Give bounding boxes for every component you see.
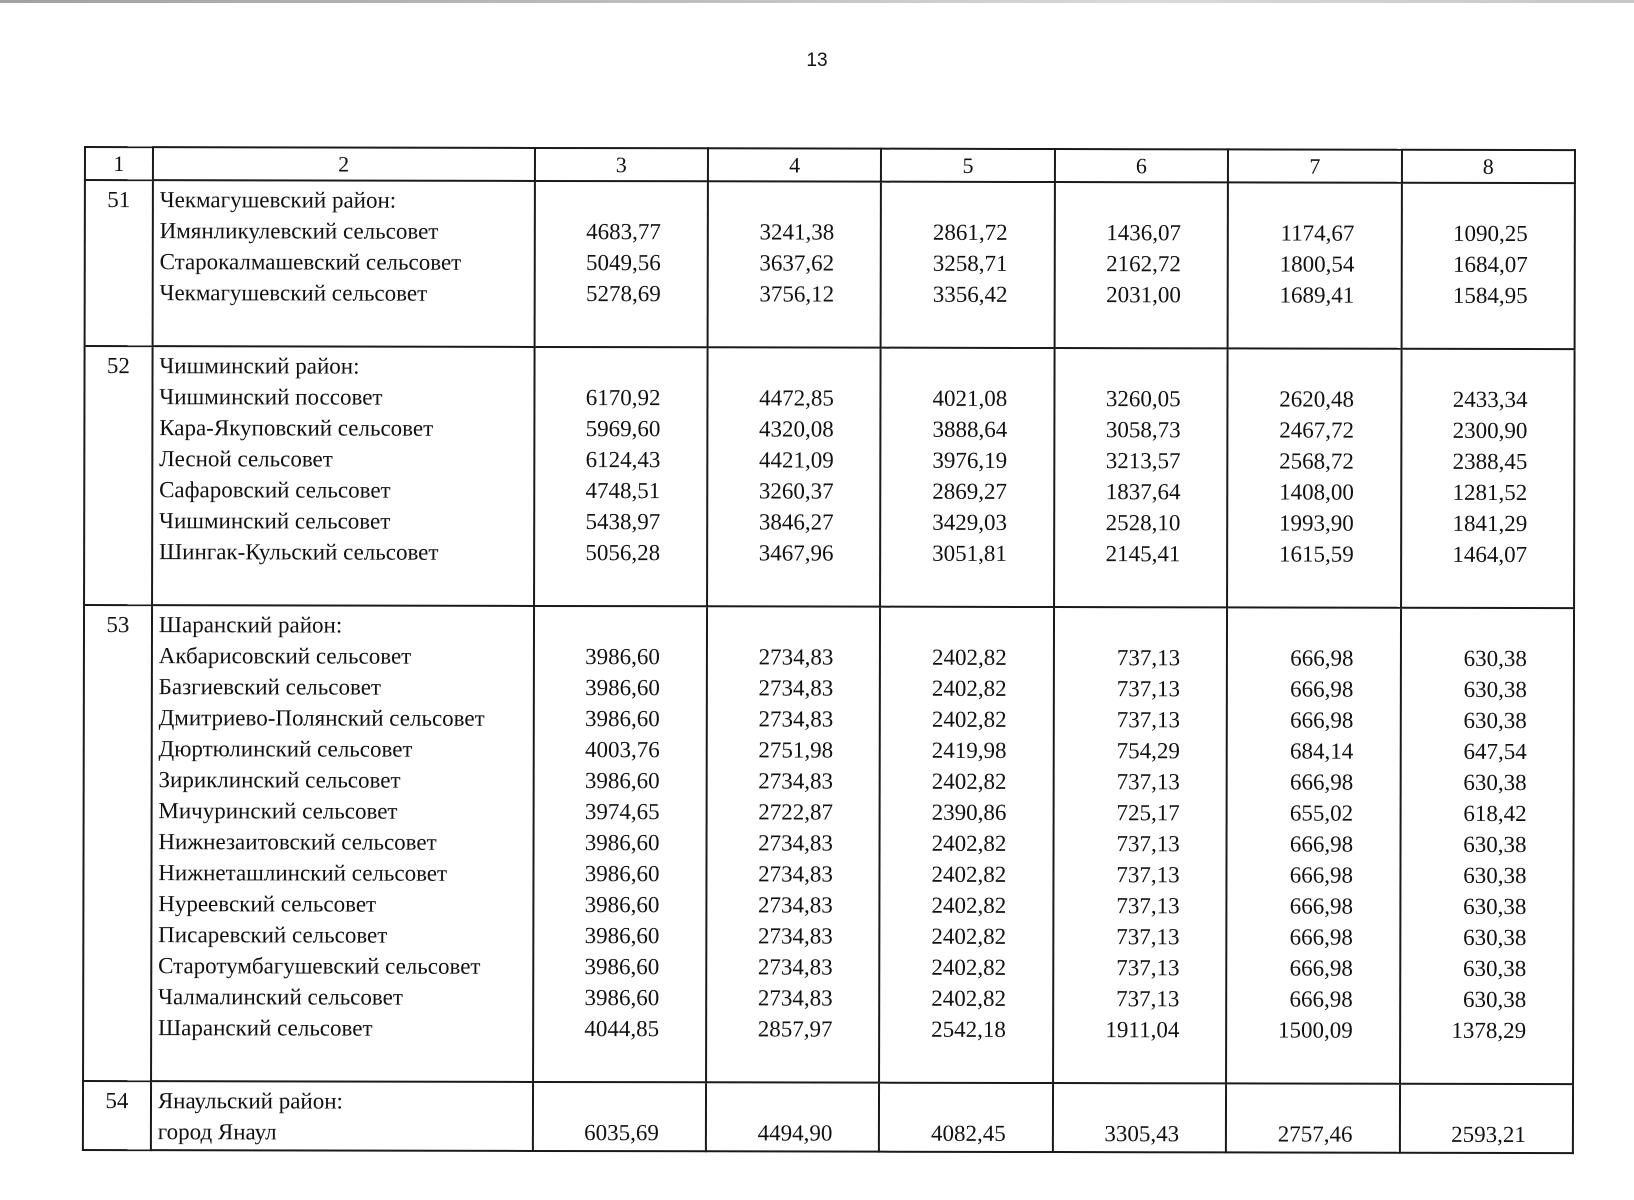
value: 737,13 (1116, 924, 1180, 950)
value: 3986,60 (584, 923, 660, 949)
settlement-name: Чекмагушевский сельсовет (159, 280, 428, 306)
value: 2734,83 (758, 706, 834, 732)
settlement-name: Нуреевский сельсовет (158, 891, 377, 917)
blank-line (534, 1086, 659, 1117)
page-number: 13 (806, 50, 828, 71)
value-cell-col-6 (1054, 182, 1228, 348)
value: 6124,43 (585, 447, 661, 473)
value: 3986,60 (584, 985, 660, 1011)
district-name: Чекмагушевский район: (159, 187, 397, 213)
blank-line (1401, 1088, 1526, 1119)
settlement-name: Сафаровский сельсовет (159, 477, 391, 503)
table-header-row (85, 147, 1575, 183)
value: 3986,60 (585, 644, 660, 670)
value: 3467,96 (758, 540, 834, 566)
value: 2390,86 (931, 799, 1007, 825)
name-cell (152, 180, 534, 347)
value-cell-col-5 (880, 348, 1054, 607)
value: 2402,82 (931, 954, 1007, 980)
blank-line (709, 351, 834, 382)
value-cell-col-5 (879, 607, 1053, 1083)
value-cell-col-8 (1399, 1084, 1573, 1153)
value: 737,13 (1116, 831, 1180, 857)
value: 737,13 (1116, 645, 1181, 671)
value: 3241,38 (759, 219, 835, 245)
settlement-name: Зириклинский сельсовет (158, 767, 401, 793)
value: 2419,98 (931, 737, 1007, 763)
value: 1911,04 (1105, 1017, 1180, 1043)
value: 3305,43 (1104, 1121, 1180, 1147)
value: 2402,82 (931, 861, 1007, 887)
name-cell (152, 346, 534, 606)
value: 2402,82 (931, 768, 1007, 794)
district-group-row (85, 180, 1575, 349)
value: 647,54 (1463, 738, 1527, 765)
settlement-name: Базгиевский сельсовет (158, 674, 382, 700)
value: 630,38 (1463, 645, 1527, 672)
blank-line (1055, 352, 1180, 383)
value: 630,38 (1463, 707, 1527, 734)
value-cell-col-7 (1228, 182, 1402, 348)
blank-line (709, 185, 834, 216)
value: 3429,03 (932, 509, 1008, 535)
value: 630,38 (1463, 955, 1527, 982)
value: 3058,73 (1105, 417, 1181, 443)
value: 1436,07 (1106, 220, 1182, 246)
column-header: 3 (535, 148, 708, 181)
district-group-row (83, 605, 1574, 1084)
value: 666,98 (1290, 676, 1354, 702)
value: 4494,90 (757, 1120, 833, 1146)
settlement-name: город Янаул (157, 1119, 277, 1145)
blank-line (881, 611, 1006, 642)
value: 2734,83 (757, 985, 833, 1011)
value: 666,98 (1290, 707, 1354, 733)
value-cell-col-8 (1400, 608, 1574, 1084)
blank-line (1402, 187, 1527, 218)
value-cell-col-6 (1053, 607, 1227, 1083)
value: 5438,97 (585, 509, 661, 535)
blank-line (535, 351, 660, 382)
blank-line (882, 186, 1007, 217)
row-spacer (158, 1043, 532, 1081)
name-cell (151, 605, 534, 1082)
blank-line (535, 610, 660, 641)
blank-line (708, 610, 833, 641)
value: 737,13 (1116, 955, 1180, 981)
value: 1837,64 (1105, 479, 1181, 505)
value: 666,98 (1289, 893, 1354, 919)
blank-line (1402, 612, 1527, 643)
value: 3986,60 (584, 830, 660, 856)
value: 2402,82 (931, 892, 1007, 918)
value: 630,38 (1463, 769, 1527, 796)
value: 1800,54 (1279, 251, 1355, 277)
district-name: Янаульский район: (157, 1088, 343, 1114)
value: 5049,56 (585, 250, 661, 276)
value-cell-col-5 (881, 182, 1055, 348)
value: 630,38 (1463, 831, 1527, 858)
value: 3986,60 (584, 861, 660, 887)
value: 4021,08 (932, 385, 1008, 411)
blank-line (1229, 186, 1354, 217)
settlement-name: Имянликулевский сельсовет (159, 218, 439, 244)
value: 2402,82 (931, 830, 1007, 856)
value: 4748,51 (585, 478, 661, 504)
value: 1841,29 (1452, 510, 1528, 537)
column-header: 7 (1228, 149, 1401, 182)
value-cell-col-4 (706, 1082, 880, 1151)
value: 2734,83 (758, 861, 833, 887)
column-header: 2 (153, 147, 535, 181)
row-spacer (159, 567, 533, 605)
district-name: Шаранский район: (158, 612, 343, 638)
settlement-name: Старокалмашевский сельсовет (159, 249, 462, 275)
group-number-cell (85, 180, 153, 346)
value: 1281,52 (1452, 479, 1528, 506)
blank-line (1227, 1087, 1352, 1118)
value: 2857,97 (757, 1016, 833, 1042)
value: 2542,18 (931, 1016, 1006, 1042)
value: 4683,77 (586, 219, 661, 245)
value-cell-col-6 (1054, 348, 1228, 607)
value: 3846,27 (758, 509, 834, 535)
value-cell-col-8 (1401, 183, 1575, 349)
value-cell-col-4 (707, 347, 881, 606)
value-cell-col-3 (533, 1082, 707, 1151)
value: 2751,98 (758, 737, 834, 763)
value: 6035,69 (584, 1120, 659, 1146)
value: 3258,71 (932, 250, 1008, 276)
value: 737,13 (1116, 769, 1180, 795)
value: 2031,00 (1106, 282, 1181, 308)
settlement-name: Шингак-Кульский сельсовет (158, 539, 439, 565)
value: 2433,34 (1452, 386, 1528, 413)
settlement-name: Лесной сельсовет (159, 446, 333, 472)
value: 737,13 (1116, 707, 1181, 733)
value: 2402,82 (931, 644, 1007, 670)
group-number: 51 (107, 187, 131, 213)
value: 3637,62 (759, 250, 835, 276)
column-header: 1 (85, 147, 153, 180)
value: 666,98 (1289, 924, 1353, 950)
value: 2467,72 (1279, 417, 1355, 443)
value: 666,98 (1289, 955, 1353, 981)
group-number-cell (83, 605, 152, 1081)
value: 5278,69 (585, 281, 661, 307)
value: 1993,90 (1279, 510, 1354, 536)
group-number: 53 (106, 612, 130, 638)
value: 2734,83 (758, 768, 834, 794)
value: 2734,83 (757, 923, 833, 949)
value: 2620,48 (1279, 386, 1355, 412)
value: 4472,85 (759, 385, 834, 411)
value: 1684,07 (1452, 251, 1528, 278)
value: 3213,57 (1105, 448, 1181, 474)
value: 3260,37 (758, 478, 834, 504)
value-cell-col-7 (1226, 607, 1400, 1083)
settlement-name: Чишминский сельсовет (159, 508, 391, 534)
value: 3976,19 (932, 447, 1008, 473)
blank-line (1402, 353, 1527, 384)
value: 2402,82 (931, 985, 1007, 1011)
blank-line (1229, 352, 1354, 383)
value: 3974,65 (584, 799, 660, 825)
value: 1689,41 (1279, 282, 1355, 308)
value: 3888,64 (932, 416, 1008, 442)
blank-line (707, 1086, 832, 1117)
value: 666,98 (1289, 986, 1353, 1012)
value: 1500,09 (1277, 1017, 1353, 1043)
data-table (82, 146, 1576, 1154)
value: 737,13 (1116, 986, 1180, 1012)
value-cell-col-7 (1226, 1083, 1400, 1152)
value: 2402,82 (931, 923, 1007, 949)
value: 3986,60 (584, 768, 660, 794)
group-number: 52 (106, 353, 130, 379)
value: 666,98 (1290, 645, 1354, 671)
value: 4082,45 (930, 1120, 1006, 1146)
value: 2162,72 (1106, 251, 1181, 277)
value: 3756,12 (759, 281, 835, 307)
value: 630,38 (1463, 924, 1527, 951)
value: 630,38 (1463, 862, 1527, 889)
value-cell-col-3 (534, 181, 708, 347)
value: 737,13 (1116, 676, 1181, 702)
column-header: 4 (708, 148, 881, 181)
value: 3356,42 (932, 281, 1008, 307)
value: 2145,41 (1105, 541, 1181, 567)
value: 2722,87 (758, 799, 834, 825)
value: 2402,82 (931, 675, 1007, 701)
row-spacer (159, 308, 533, 346)
value: 1174,67 (1280, 220, 1355, 246)
value: 3051,81 (932, 540, 1007, 566)
group-number-cell (83, 1081, 151, 1150)
value-cell-col-4 (706, 606, 880, 1082)
value: 2734,83 (758, 830, 833, 856)
settlement-name: Акбарисовский сельсовет (158, 643, 412, 669)
value: 3986,60 (585, 675, 660, 701)
blank-line (1055, 611, 1180, 642)
value-cell-col-5 (879, 1083, 1053, 1152)
value: 655,02 (1289, 800, 1354, 826)
value: 5056,28 (585, 540, 661, 566)
value: 4421,09 (758, 447, 834, 473)
value: 2861,72 (932, 219, 1008, 245)
settlement-name: Писаревский сельсовет (158, 922, 388, 948)
name-cell (151, 1081, 533, 1151)
value: 684,14 (1290, 738, 1354, 764)
value: 2869,27 (932, 478, 1008, 504)
value: 754,29 (1116, 738, 1180, 764)
settlement-name: Дмитриево-Полянский сельсовет (158, 705, 485, 731)
column-header: 5 (881, 149, 1054, 182)
value-cell-col-7 (1227, 348, 1401, 607)
value: 3260,05 (1105, 386, 1181, 412)
value: 737,13 (1116, 893, 1180, 919)
value: 6170,92 (585, 385, 661, 411)
value: 737,13 (1116, 862, 1180, 888)
value: 1464,07 (1452, 541, 1528, 568)
value: 666,98 (1289, 769, 1354, 795)
value: 2388,45 (1452, 448, 1528, 475)
settlement-name: Шаранский сельсовет (157, 1015, 373, 1041)
column-header: 6 (1055, 149, 1228, 182)
settlement-name: Дюртюлинский сельсовет (158, 736, 413, 762)
blank-line (1056, 186, 1181, 217)
value: 666,98 (1289, 831, 1354, 857)
group-number: 54 (105, 1088, 129, 1114)
value-cell-col-3 (534, 347, 708, 606)
value: 3986,60 (585, 706, 660, 732)
value-cell-col-4 (708, 181, 882, 347)
settlement-name: Нижнезаитовский сельсовет (158, 829, 437, 855)
value: 1584,95 (1452, 282, 1528, 309)
value: 4003,76 (584, 737, 660, 763)
value: 1090,25 (1453, 220, 1528, 247)
value: 2568,72 (1279, 448, 1354, 474)
settlement-name: Чалмалинский сельсовет (158, 984, 403, 1010)
value: 630,38 (1463, 893, 1527, 920)
settlement-name: Нижнеташлинский сельсовет (158, 860, 448, 886)
value: 5969,60 (585, 416, 661, 442)
value-cell-col-6 (1053, 1083, 1227, 1152)
blank-line (882, 352, 1007, 383)
settlement-name: Мичуринский сельсовет (158, 798, 398, 824)
value: 1615,59 (1278, 541, 1354, 567)
settlement-name: Чишминский поссовет (159, 384, 383, 410)
row-spacer (158, 1147, 532, 1150)
settlement-name: Старотумбагушевский сельсовет (158, 953, 481, 979)
value: 1378,29 (1451, 1017, 1527, 1044)
value: 666,98 (1289, 862, 1354, 888)
value: 1408,00 (1279, 479, 1354, 505)
group-number-cell (84, 346, 152, 605)
value: 2757,46 (1277, 1121, 1353, 1147)
value: 618,42 (1463, 800, 1527, 827)
column-header: 8 (1402, 150, 1575, 183)
blank-line (1054, 1087, 1179, 1118)
district-group-row (83, 1081, 1573, 1153)
district-name: Чишминский район: (159, 353, 360, 379)
value: 630,38 (1463, 676, 1527, 703)
value: 2734,83 (758, 644, 834, 670)
blank-line (880, 1087, 1005, 1118)
value: 4044,85 (584, 1016, 660, 1042)
value: 4320,08 (759, 416, 834, 442)
value: 725,17 (1116, 800, 1180, 826)
blank-line (1228, 611, 1353, 642)
value-cell-col-3 (533, 606, 707, 1082)
value: 2734,83 (758, 892, 833, 918)
value: 630,38 (1462, 986, 1527, 1013)
scan-top-edge (0, 0, 1634, 3)
value-cell-col-8 (1401, 349, 1575, 608)
blank-line (535, 185, 660, 216)
value: 2734,83 (757, 954, 833, 980)
settlement-name: Кара-Якуповский сельсовет (159, 415, 434, 441)
value: 2300,90 (1452, 417, 1528, 444)
value: 2402,82 (931, 706, 1007, 732)
value: 3986,60 (584, 954, 660, 980)
value: 2734,83 (758, 675, 834, 701)
value: 2528,10 (1105, 510, 1181, 536)
value: 2593,21 (1451, 1121, 1526, 1148)
district-group-row (84, 346, 1575, 608)
value: 3986,60 (584, 892, 660, 918)
